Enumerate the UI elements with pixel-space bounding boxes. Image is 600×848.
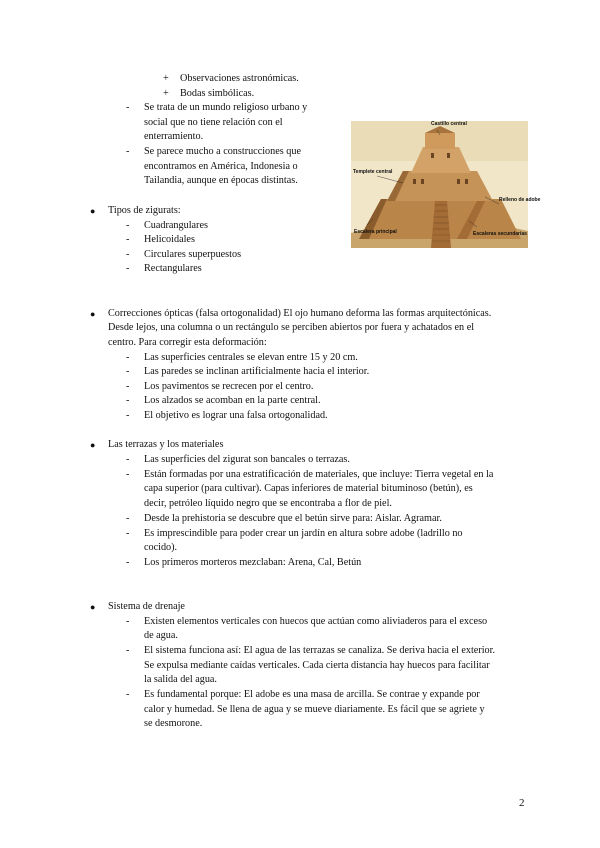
- dash-marker: -: [126, 469, 130, 480]
- list-item-line: calor y humedad. Se llena de agua y se mueve diariamente. Es fácil que se agriete y: [144, 704, 485, 715]
- dash-marker: -: [126, 454, 130, 465]
- dash-marker: -: [126, 366, 130, 377]
- dash-marker: -: [126, 220, 130, 231]
- list-item-line: cocido).: [144, 542, 178, 553]
- figure-label: Escaleras secundarias: [473, 231, 527, 237]
- list-item-line: Las superficies del zigurat son bancales o terrazas.: [144, 454, 350, 465]
- list-item-line: Es fundamental porque: El adobe es una masa de arcilla. Se contrae y expande por: [144, 689, 480, 700]
- dash-marker: -: [126, 689, 130, 700]
- dash-marker: -: [126, 146, 130, 157]
- dash-marker: -: [126, 234, 130, 245]
- dash-marker: -: [126, 352, 130, 363]
- figure-label: Escalera principal: [354, 229, 397, 235]
- figure-label: Templete central: [353, 169, 393, 175]
- list-item-line: social que no tiene relación con el: [144, 117, 283, 128]
- dash-marker: -: [126, 410, 130, 421]
- dash-marker: -: [126, 395, 130, 406]
- list-item-line: Se trata de un mundo religioso urbano y: [144, 102, 308, 113]
- dash-marker: -: [126, 645, 130, 656]
- dash-marker: -: [126, 381, 130, 392]
- bullet-marker: ●: [90, 602, 96, 612]
- list-item-line: Se parece mucho a construcciones que: [144, 146, 301, 157]
- list-item-line: Las superficies centrales se elevan entre 15 y 20 cm.: [144, 352, 358, 363]
- dash-marker: -: [126, 249, 130, 260]
- section-heading: Sistema de drenaje: [108, 601, 185, 612]
- list-item-line: capa superior (para cultivar). Capas inferiores de material bituminoso (betún), es: [144, 483, 473, 494]
- list-item-line: Los alzados se acomban en la parte central.: [144, 395, 321, 406]
- list-item-line: Helicoidales: [144, 234, 195, 245]
- plus-marker: +: [163, 73, 169, 84]
- section-heading: Tipos de zigurats:: [108, 205, 181, 216]
- dash-marker: -: [126, 513, 130, 524]
- list-item-line: enterramiento.: [144, 131, 204, 142]
- bullet-marker: ●: [90, 206, 96, 216]
- page-number: 2: [519, 797, 525, 809]
- section-heading: Correcciones ópticas (falsa ortogonalidad) El ojo humano deforma las formas arquitectónicas.: [108, 308, 492, 319]
- list-item-line: la salida del agua.: [144, 674, 217, 685]
- list-item-line: Desde la prehistoria se descubre que el betún sirve para: Aislar. Agramar.: [144, 513, 442, 524]
- dash-marker: -: [126, 102, 130, 113]
- figure-label: Relleno de adobe: [499, 197, 541, 203]
- list-item-line: Los primeros morteros mezclaban: Arena, Cal, Betún: [144, 557, 362, 568]
- bullet-marker: ●: [90, 309, 96, 319]
- list-item-line: Circulares superpuestos: [144, 249, 242, 260]
- dash-marker: -: [126, 557, 130, 568]
- dash-marker: -: [126, 616, 130, 627]
- sub-item: Bodas simbólicas.: [180, 88, 255, 99]
- dash-marker: -: [126, 263, 130, 274]
- list-item-line: El sistema funciona así: El agua de las terrazas se canaliza. Se deriva hacia el exterior.: [144, 645, 496, 656]
- list-item-line: Es imprescindible para poder crear un jardín en altura sobre adobe (ladrillo no: [144, 528, 463, 539]
- list-item-line: decir, petróleo líquido negro que se encontraba a flor de piel.: [144, 498, 392, 509]
- list-item-line: Las paredes se inclinan artificialmente hacia el interior.: [144, 366, 370, 377]
- list-item-line: Están formadas por una estratificación de materiales, que incluye: Tierra vegetal en la: [144, 469, 494, 480]
- sub-item: Observaciones astronómicas.: [180, 73, 299, 84]
- section-heading: Las terrazas y los materiales: [108, 439, 224, 450]
- dash-marker: -: [126, 528, 130, 539]
- list-item-line: encontramos en América, Indonesia o: [144, 161, 298, 172]
- section-heading: Desde lejos, una columna o un rectángulo se perciben abiertos por fuera y achatados en el: [108, 322, 475, 333]
- section-heading: centro. Para corregir esta deformación:: [108, 337, 267, 348]
- list-item-line: se desmorone.: [144, 718, 203, 729]
- list-item-line: Se expulsa mediante caídas verticales. Cada cierta distancia hay huecos para facilitar: [144, 660, 490, 671]
- list-item-line: Cuadrangulares: [144, 220, 208, 231]
- list-item-line: Existen elementos verticales con huecos que actúan como aliviaderos para el exceso: [144, 616, 488, 627]
- ziggurat-illustration: [351, 121, 541, 248]
- bullet-marker: ●: [90, 440, 96, 450]
- plus-marker: +: [163, 88, 169, 99]
- list-item-line: Los pavimentos se recrecen por el centro.: [144, 381, 314, 392]
- list-item-line: de agua.: [144, 630, 178, 641]
- list-item-line: El objetivo es lograr una falsa ortogonalidad.: [144, 410, 328, 421]
- list-item-line: Rectangulares: [144, 263, 202, 274]
- list-item-line: Tailandia, aunque en épocas distintas.: [144, 175, 298, 186]
- figure-label: Castillo central: [431, 121, 467, 127]
